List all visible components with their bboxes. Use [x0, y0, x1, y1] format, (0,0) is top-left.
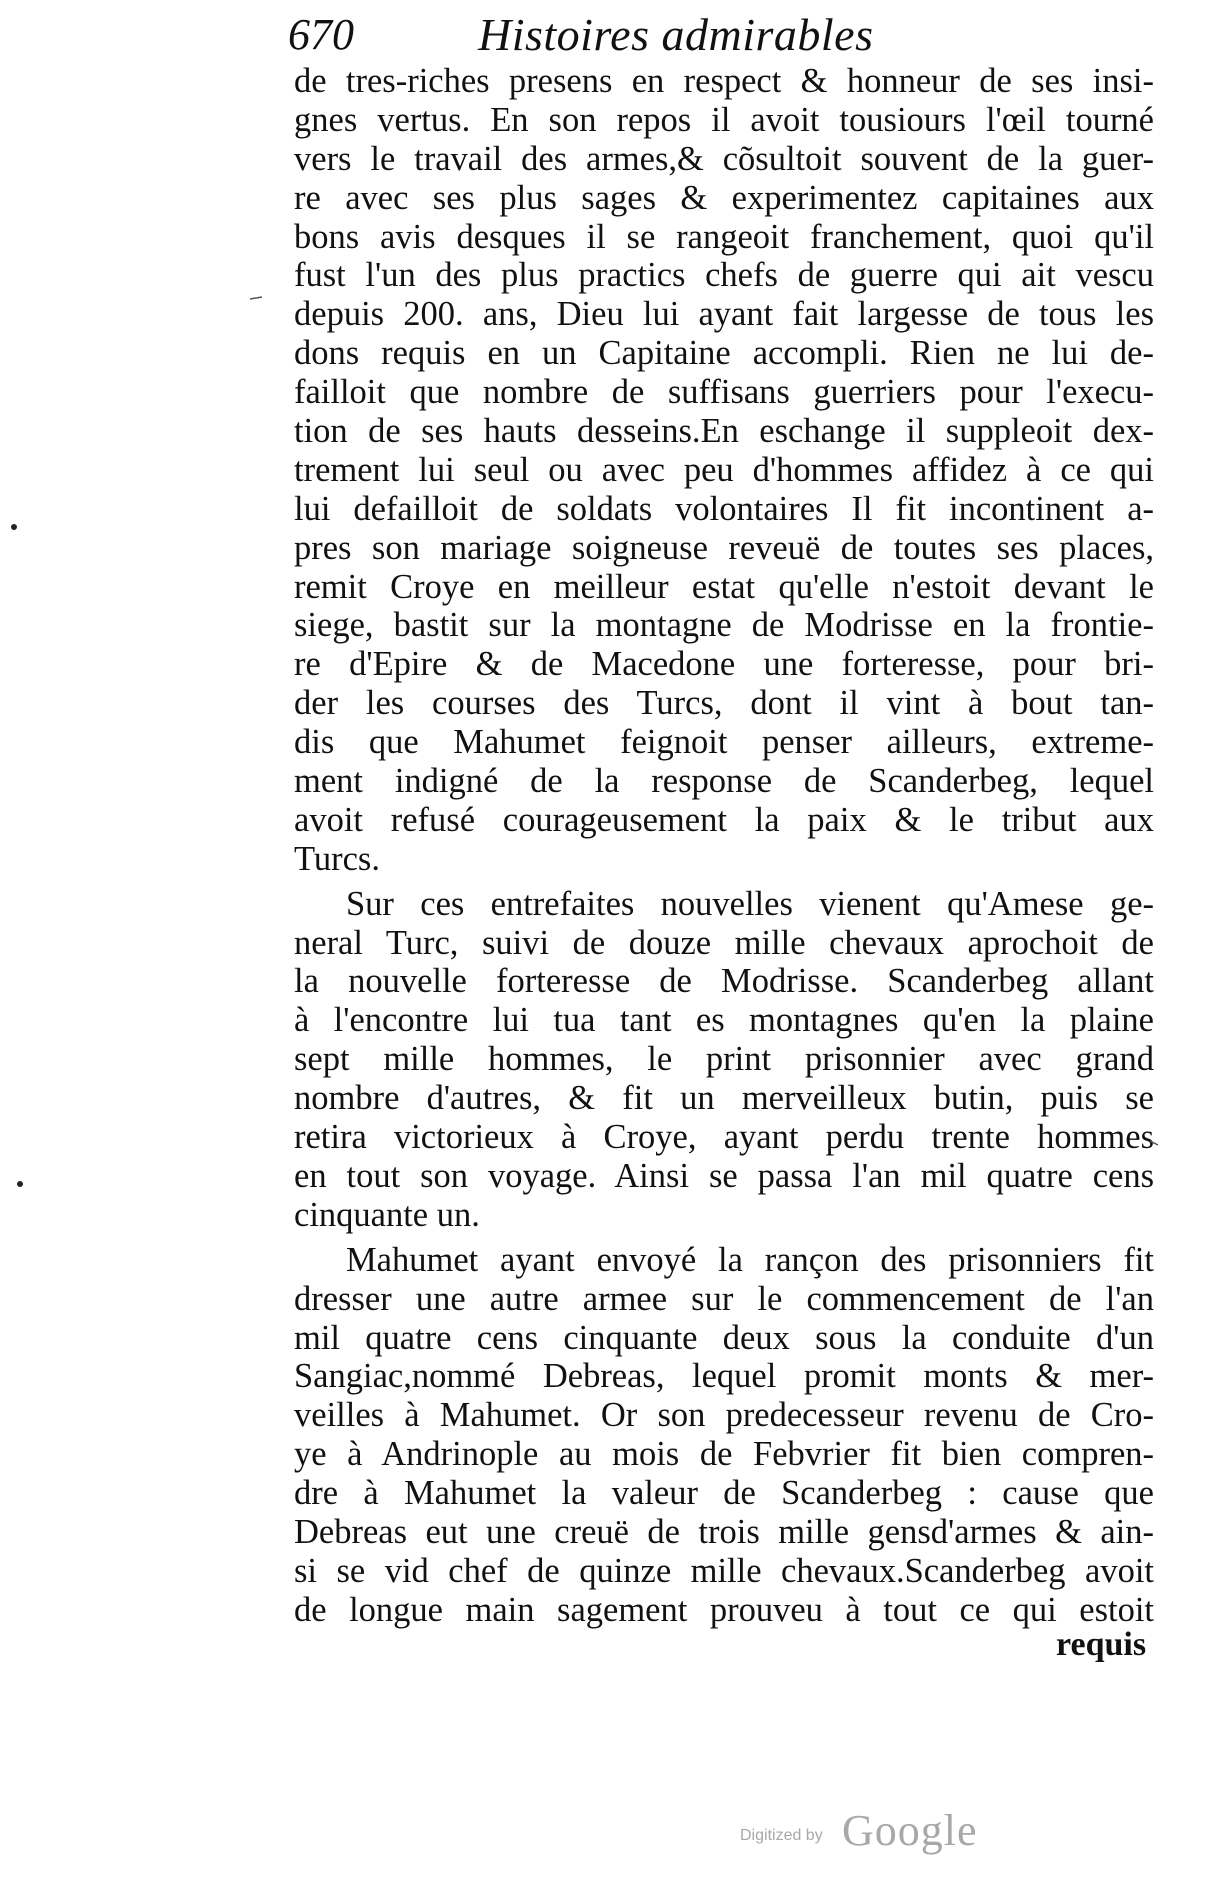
text-line: tion de ses hauts desseins.En eschange il suppleoit dex- [294, 412, 1154, 451]
text-line: bons avis desques il se rangeoit franchement, quoi qu'il [294, 217, 1154, 256]
text-line: en tout son voyage. Ainsi se passa l'an mil quatre cens [294, 1156, 1154, 1195]
text-line: veilles à Mahumet. Or son predecesseur revenu de Cro- [294, 1396, 1154, 1435]
digitized-watermark [740, 1805, 1000, 1855]
text-line: dons requis en un Capitaine accompli. Rien ne lui de- [294, 334, 1154, 373]
ink-speck [11, 524, 17, 530]
text-line: avoit refusé courageusement la paix & le tribut aux [294, 800, 1154, 839]
text-line: de tres-riches presens en respect & honneur de ses insi- [294, 62, 1154, 100]
text-line: dresser une autre armee sur le commencement de l'an [294, 1279, 1154, 1318]
text-line: ment indigné de la response de Scanderbeg, lequel [294, 762, 1154, 801]
text-line: Debreas eut une creuë de trois mille gensd'armes & ain- [294, 1512, 1154, 1551]
text-line: siege, bastit sur la montagne de Modrisse en la frontie- [294, 606, 1154, 645]
text-line: nombre d'autres, & fit un merveilleux butin, puis se [294, 1079, 1154, 1118]
ink-speck [1150, 1141, 1158, 1145]
watermark-logo: Google [842, 1806, 978, 1855]
text-line: dre à Mahumet la valeur de Scanderbeg : cause que [294, 1474, 1154, 1513]
catchword: requis [1056, 1626, 1147, 1663]
running-head: Histoires admirables [478, 9, 874, 60]
text-line: failloit que nombre de suffisans guerriers pour l'execu- [294, 373, 1154, 412]
text-line: re d'Epire & de Macedone une forteresse, pour bri- [294, 645, 1154, 684]
text-line: neral Turc, suivi de douze mille chevaux aprochoit de [294, 923, 1154, 962]
text-line: dis que Mahumet feignoit penser ailleurs, extreme- [294, 723, 1154, 762]
page-number: 670 [288, 10, 354, 59]
text-line: cinquante un. [294, 1195, 480, 1234]
text-line: Turcs. [294, 839, 380, 878]
text-line: de longue main sagement prouveu à tout ce qui estoit [294, 1590, 1154, 1629]
text-line: remit Croye en meilleur estat qu'elle n'estoit devant le [294, 567, 1154, 606]
text-line: si se vid chef de quinze mille chevaux.Scanderbeg avoit [294, 1551, 1154, 1590]
ink-speck [17, 1181, 23, 1187]
text-line: der les courses des Turcs, dont il vint à bout tan- [294, 684, 1154, 723]
text-line: pres son mariage soigneuse reveuë de toutes ses places, [294, 528, 1154, 567]
text-line: mil quatre cens cinquante deux sous la conduite d'un [294, 1318, 1154, 1357]
text-line: re avec ses plus sages & experimentez capitaines aux [294, 178, 1154, 217]
text-line: vers le travail des armes,& cõsultoit souvent de la guer- [294, 139, 1154, 178]
text-line: ye à Andrinople au mois de Febvrier fit bien compren- [294, 1435, 1154, 1474]
text-line: à l'encontre lui tua tant es montagnes qu'en la plaine [294, 1001, 1154, 1040]
watermark-prefix: Digitized by [740, 1827, 823, 1844]
ink-speck [250, 297, 262, 299]
text-line: Sur ces entrefaites nouvelles vienent qu'Amese ge- [346, 884, 1154, 923]
text-line: sept mille hommes, le print prisonnier avec grand [294, 1040, 1154, 1079]
text-line: lui defailloit de soldats volontaires Il fit incontinent a- [294, 489, 1154, 528]
text-line: fust l'un des plus practics chefs de guerre qui ait vescu [294, 256, 1154, 295]
text-line: Mahumet ayant envoyé la rançon des prisonniers fit [346, 1240, 1154, 1279]
text-line: trement lui seul ou avec peu d'hommes affidez à ce qui [294, 450, 1154, 489]
text-line: retira victorieux à Croye, ayant perdu trente hommes [294, 1118, 1154, 1157]
text-line: Sangiac,nommé Debreas, lequel promit monts & mer- [294, 1357, 1154, 1396]
text-line: depuis 200. ans, Dieu lui ayant fait largesse de tous les [294, 295, 1154, 334]
text-line: gnes vertus. En son repos il avoit tousiours l'œil tourné [294, 100, 1154, 139]
text-line: la nouvelle forteresse de Modrisse. Scanderbeg allant [294, 962, 1154, 1001]
